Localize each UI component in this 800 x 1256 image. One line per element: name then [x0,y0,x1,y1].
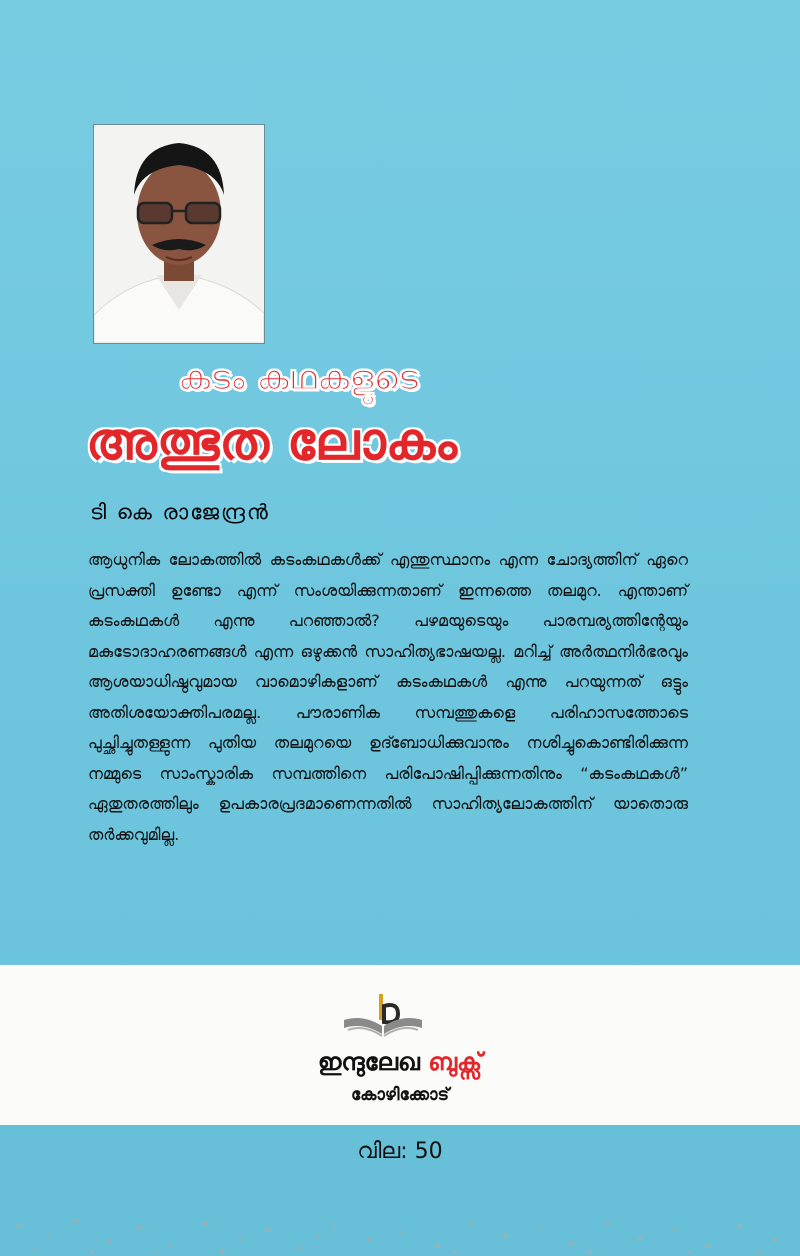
publisher-name-main: ഇന്ദുലേഖ [317,1048,420,1076]
author-name: ടി കെ രാജേന്ദ്രൻ [90,500,270,524]
publisher-city: കോഴിക്കോട് [350,1085,450,1105]
book-subtitle: കടം കഥകളുടെ [178,358,418,398]
wear-texture [0,1166,800,1256]
book-price: വില: 50 [357,1139,443,1164]
price-strip [0,1125,800,1256]
open-book-logo-icon [338,990,428,1050]
book-title: അത്ഭുത ലോകം [86,412,458,472]
author-photo [93,124,265,344]
author-portrait-icon [94,125,264,343]
publisher-name-accent: ബുക്സ് [428,1048,483,1076]
book-blurb: ആധുനിക ലോകത്തിൽ കടംകഥകൾക്ക് എന്തുസ്ഥാനം എന്ന ചോദ്യത്തിന് ഏറെ പ്രസക്തി ഉണ്ടോ എന്ന് സംശയിക്കുന്നതാണ് ഇന്നത്തെ തലമുറ. എന്താണ് കടംകഥകൾ എന്നു പറഞ്ഞാൽ? പഴമയുടെയും പാരമ്പര്യത്തിന്റേയും മകുടോദാഹരണങ്ങൾ എന്ന ഒഴുക്കൻ സാഹിത്യഭാഷയല്ല. മറിച്ച് അർത്ഥനിർഭരവും ആശയാധിഷ്ഠവുമായ വാമൊഴികളാണ് കടംകഥകൾ എന്നു പറയുന്നത് ഒട്ടും അതിശയോക്തിപരമല്ല. പൗരാണിക സമ്പത്തുകളെ പരിഹാസത്തോടെ പുച്ഛിച്ചുതള്ളുന്ന പുതിയ തലമുറയെ ഉദ്ബോധിക്കുവാനും നശിച്ചുകൊണ്ടിരിക്കുന്ന നമ്മുടെ സാംസ്കാരിക സമ്പത്തിനെ പരിപോഷിപ്പിക്കുന്നതിനും “കടംകഥകൾ” ഏതുതരത്തിലും ഉപകാരപ്രദമാണെന്നതിൽ സാഹിത്യലോകത്തിന് യാതൊരു തർക്കവുമില്ല. [88,550,688,844]
publisher-name [0,1048,800,1076]
